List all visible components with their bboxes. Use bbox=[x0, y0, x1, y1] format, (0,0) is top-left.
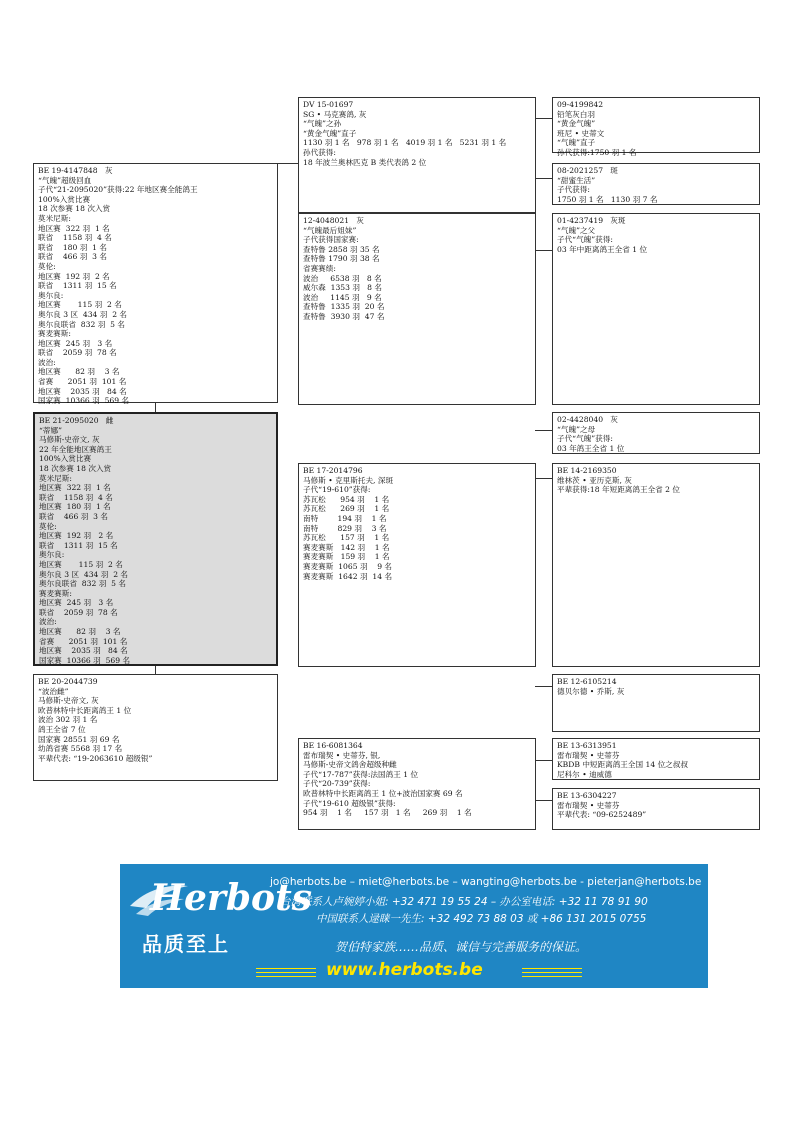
ring-number: BE 20-2044739 bbox=[38, 677, 98, 686]
pedigree-line: 波治 6538 羽 8 名 bbox=[303, 273, 382, 283]
decorative-rule-left bbox=[256, 968, 316, 977]
pedigree-line: 子代“气魄”获得: bbox=[557, 434, 613, 444]
pedigree-line: 查特鲁 2858 羽 35 名 bbox=[303, 244, 380, 254]
pedigree-line: 子代“19-610 超级银”获得: bbox=[303, 798, 396, 808]
pedigree-line: 子代“20-739”获得: bbox=[303, 779, 371, 789]
pedigree-line: 赛麦赛斯: bbox=[39, 588, 72, 598]
pedigree-line: 100%入赏比赛 bbox=[39, 454, 92, 464]
pedigree-line: 铅笔灰白羽 bbox=[557, 109, 595, 119]
pedigree-line: 联省 1311 羽 15 名 bbox=[38, 281, 117, 291]
ring-number: BE 14-2169350 bbox=[557, 466, 617, 475]
pedigree-line: 省赛赛绩: bbox=[303, 263, 336, 273]
pedigree-line: 雷布瑞契 • 史蒂芬 bbox=[557, 800, 620, 810]
connector-line bbox=[535, 118, 552, 119]
pedigree-line: “蒂娜” bbox=[39, 425, 62, 435]
pedigree-line: 03 年中距离鸽王全省 1 位 bbox=[557, 244, 648, 254]
pedigree-line: 奥尔良联省 832 羽 5 名 bbox=[38, 319, 125, 329]
ring-number: BE 13-6313951 bbox=[557, 741, 617, 750]
logo-text: Herbots bbox=[150, 877, 312, 919]
connector-line bbox=[535, 800, 552, 801]
pedigree-line: 德贝尔德 • 乔斯, 灰 bbox=[557, 686, 625, 696]
pedigree-line: 地区赛 2035 羽 84 名 bbox=[38, 386, 127, 396]
pedigree-line: 1130 羽 1 名 978 羽 1 名 4019 羽 1 名 5231 羽 1 名 bbox=[303, 138, 507, 148]
pedigree-line: 欧普林特中长距离鸽王 1 位 bbox=[38, 705, 132, 715]
pedigree-line: 省赛 2051 羽 101 名 bbox=[38, 377, 127, 387]
ring-number: 02-4428040 灰 bbox=[557, 415, 618, 424]
pedigree-line: 南特 829 羽 3 名 bbox=[303, 523, 387, 533]
herbots-logo bbox=[128, 868, 312, 926]
pedigree-line: 奥尔良 3 区 434 羽 2 名 bbox=[38, 309, 128, 319]
ggsire-dv15-box bbox=[298, 97, 536, 213]
pedigree-line: 南特 194 羽 1 名 bbox=[303, 513, 387, 523]
gggsire-14-box bbox=[552, 463, 760, 667]
pedigree-line: 维林茨 • 亚历克斯, 灰 bbox=[557, 475, 632, 485]
pedigree-line: 954 羽 1 名 157 羽 1 名 269 羽 1 名 bbox=[303, 808, 472, 818]
gggsire-13a-box bbox=[552, 738, 760, 780]
pedigree-line: 地区赛 115 羽 2 名 bbox=[39, 559, 123, 569]
pedigree-line: 100%入赏比赛 bbox=[38, 194, 91, 204]
pedigree-line: 欧普林特中长距离鸽王 1 位+波治国家赛 69 名 bbox=[303, 788, 463, 798]
pedigree-line: 平辈代表: “19-2063610 超级银” bbox=[38, 753, 153, 763]
connector-line bbox=[535, 478, 552, 479]
connector-line bbox=[535, 250, 552, 251]
pedigree-line: 联省 1158 羽 4 名 bbox=[39, 492, 113, 502]
pedigree-line: 子代“21-2095020”获得:22 年地区赛全能鸽王 bbox=[38, 185, 198, 195]
pedigree-line: “气魄”之父 bbox=[557, 225, 596, 235]
ring-number: 09-4199842 bbox=[557, 100, 604, 109]
pedigree-line: 奥尔良: bbox=[39, 550, 65, 560]
pedigree-line: 平辈获得:18 年短距离鸽王全省 2 位 bbox=[557, 485, 681, 495]
pedigree-line: 赛麦赛斯: bbox=[38, 329, 71, 339]
pedigree-line: 奥尔良联省 832 羽 5 名 bbox=[39, 579, 126, 589]
china-contact: 中国联系人逯睐一先生: +32 492 73 88 03 或 +86 131 2015 0755 bbox=[316, 913, 647, 925]
pedigree-line: 国家赛 10366 羽 569 名 bbox=[38, 396, 130, 406]
pedigree-line: “黄金气魄”直子 bbox=[303, 128, 357, 138]
connector-line bbox=[535, 686, 552, 687]
gggdam-08-box bbox=[552, 163, 760, 205]
ggdam-12-box bbox=[298, 213, 536, 405]
pedigree-line: “气魄”之母 bbox=[557, 424, 596, 434]
pedigree-line: 孙代获得:1750 羽 1 名 bbox=[557, 147, 637, 157]
pedigree-line: 03 年鸽王全省 1 位 bbox=[557, 443, 625, 453]
pedigree-line: 马修斯 • 克里斯托夫, 深斑 bbox=[303, 475, 394, 485]
herbots-banner bbox=[120, 864, 708, 988]
pedigree-line: 莫米尼斯: bbox=[39, 473, 72, 483]
pedigree-line: 联省 1311 羽 15 名 bbox=[39, 540, 118, 550]
pedigree-line: 子代获得国家赛: bbox=[303, 235, 359, 245]
pedigree-line: “黄金气魄” bbox=[557, 119, 596, 129]
pedigree-line: 地区赛 192 羽 2 名 bbox=[39, 531, 114, 541]
taiwan-contact: 台湾联系人卢婉婷小姐: +32 471 19 55 24 – 办公室电话: +32 11 78 91 90 bbox=[280, 896, 648, 908]
pedigree-line: 查特鲁 1335 羽 20 名 bbox=[303, 302, 385, 312]
pedigree-line: 奥尔良 3 区 434 羽 2 名 bbox=[39, 569, 129, 579]
email-contacts: jo@herbots.be – miet@herbots.be – wangting@herbots.be - pieterjan@herbots.be bbox=[270, 876, 702, 888]
pedigree-line: 莫米尼斯: bbox=[38, 213, 71, 223]
subject-pigeon-box bbox=[33, 412, 278, 666]
pedigree-line: 查特鲁 3930 羽 47 名 bbox=[303, 311, 385, 321]
pedigree-line: 苏瓦松 269 羽 1 名 bbox=[303, 504, 390, 514]
pedigree-line: 地区赛 322 羽 1 名 bbox=[39, 483, 111, 493]
pedigree-line: 波治 302 羽 1 名 bbox=[38, 715, 98, 725]
pedigree-line: 22 年全能地区赛鸽王 bbox=[39, 444, 112, 454]
pedigree-line: 波治: bbox=[39, 617, 57, 627]
pedigree-line: 联省 1158 羽 4 名 bbox=[38, 233, 112, 243]
pedigree-line: 班尼 • 史蒂文 bbox=[557, 128, 605, 138]
pedigree-line: 马修斯-史帝文, 灰 bbox=[38, 696, 99, 706]
pedigree-line: 子代“19-610”获得: bbox=[303, 485, 371, 495]
gggsire-01-box bbox=[552, 213, 760, 405]
pedigree-line: 雷布瑞契 • 史蒂芬 bbox=[557, 750, 620, 760]
pedigree-line: “气魄”之孙 bbox=[303, 119, 342, 129]
slogan-text: 品质至上 bbox=[142, 932, 230, 956]
pedigree-line: 赛麦赛斯 1642 羽 14 名 bbox=[303, 571, 393, 581]
website-link[interactable]: www.herbots.be bbox=[326, 960, 483, 980]
pedigree-line: 马修斯-史帝文鸽舍超级种雌 bbox=[303, 760, 397, 770]
pedigree-line: 雷布瑞契 • 史蒂芬, 银, bbox=[303, 750, 381, 760]
pedigree-line: 子代“气魄”获得: bbox=[557, 235, 613, 245]
pedigree-line: 地区赛 2035 羽 84 名 bbox=[39, 646, 128, 656]
pedigree-line: 地区赛 192 羽 2 名 bbox=[38, 271, 110, 281]
tagline-text: 贺伯特家族……品质、诚信与完善服务的保证。 bbox=[335, 940, 588, 954]
pedigree-line: 联省 180 羽 1 名 bbox=[38, 242, 108, 252]
pedigree-line: 莫伦: bbox=[38, 261, 56, 271]
pedigree-line: 波治: bbox=[38, 357, 56, 367]
pedigree-line: 联省 466 羽 3 名 bbox=[39, 511, 109, 521]
pedigree-line: 18 次参赛 18 次入赏 bbox=[39, 463, 112, 473]
pedigree-line: 孙代获得: bbox=[303, 147, 336, 157]
pedigree-line: 苏瓦松 157 羽 1 名 bbox=[303, 533, 390, 543]
pedigree-line: 18 次参赛 18 次入赏 bbox=[38, 204, 111, 214]
connector-line bbox=[278, 163, 298, 164]
pedigree-line: 苏瓦松 954 羽 1 名 bbox=[303, 494, 390, 504]
pedigree-line: SG • 马克赛鸽, 灰 bbox=[303, 109, 367, 119]
decorative-rule-right bbox=[522, 968, 582, 977]
ggdam-16-box bbox=[298, 738, 536, 830]
ggsire-17-box bbox=[298, 463, 536, 667]
sire-box bbox=[33, 163, 278, 406]
pedigree-line: 国家赛 28551 羽 69 名 bbox=[38, 734, 120, 744]
pedigree-line: “气魄”超级回血 bbox=[38, 175, 92, 185]
pedigree-line: 子代“17-787”获得:法国鸽王 1 位 bbox=[303, 769, 419, 779]
ring-number: BE 21-2095020 雌 bbox=[39, 416, 114, 425]
pedigree-line: 地区赛 245 羽 3 名 bbox=[39, 598, 114, 608]
pedigree-line: 地区赛 322 羽 1 名 bbox=[38, 223, 110, 233]
pedigree-line: 幼鸽省赛 5568 羽 17 名 bbox=[38, 744, 123, 754]
pedigree-line: 查特鲁 1790 羽 38 名 bbox=[303, 254, 380, 264]
connector-line bbox=[155, 666, 156, 674]
ring-number: 01-4237419 灰斑 bbox=[557, 216, 626, 225]
pedigree-line: 省赛 2051 羽 101 名 bbox=[39, 636, 128, 646]
gggsire-09-box bbox=[552, 97, 760, 157]
ring-number: BE 13-6304227 bbox=[557, 791, 617, 800]
ring-number: BE 12-6105214 bbox=[557, 677, 617, 686]
pedigree-line: 赛麦赛斯 159 羽 1 名 bbox=[303, 552, 390, 562]
pedigree-line: 鸽王全省 7 位 bbox=[38, 724, 86, 734]
pedigree-line: 地区赛 82 羽 3 名 bbox=[38, 367, 120, 377]
pedigree-line: 联省 2059 羽 78 名 bbox=[38, 348, 117, 358]
pedigree-line: “气魄”直子 bbox=[557, 138, 596, 148]
pedigree-line: “甜蜜生活” bbox=[557, 175, 596, 185]
ring-number: DV 15-01697 bbox=[303, 100, 354, 109]
ring-number: 08-2021257 斑 bbox=[557, 166, 618, 175]
pedigree-line: 国家赛 10366 羽 569 名 bbox=[39, 655, 131, 665]
pedigree-line: 赛麦赛斯 1065 羽 9 名 bbox=[303, 561, 393, 571]
dam-box bbox=[33, 674, 278, 781]
connector-line bbox=[535, 178, 552, 179]
pedigree-line: 赛麦赛斯 142 羽 1 名 bbox=[303, 542, 390, 552]
ring-number: BE 17-2014796 bbox=[303, 466, 363, 475]
pedigree-line: 18 年波兰奥林匹克 B 类代表鸽 2 位 bbox=[303, 157, 427, 167]
gggdam-02-box bbox=[552, 412, 760, 454]
connector-line bbox=[535, 760, 552, 761]
ring-number: BE 16-6081364 bbox=[303, 741, 363, 750]
pedigree-line: 地区赛 180 羽 1 名 bbox=[39, 502, 111, 512]
gggdam-13b-box bbox=[552, 788, 760, 830]
pedigree-line: 威尔森 1353 羽 8 名 bbox=[303, 283, 383, 293]
ring-number: 12-4048021 灰 bbox=[303, 216, 364, 225]
pedigree-line: 地区赛 82 羽 3 名 bbox=[39, 627, 121, 637]
pedigree-line: 尼科尔 • 迪威德 bbox=[557, 769, 612, 779]
connector-line bbox=[535, 430, 552, 431]
pedigree-line: 地区赛 115 羽 2 名 bbox=[38, 300, 122, 310]
pedigree-line: 1750 羽 1 名 1130 羽 7 名 bbox=[557, 194, 658, 204]
pedigree-line: “波治雌” bbox=[38, 686, 69, 696]
pedigree-line: 子代获得: bbox=[557, 185, 590, 195]
pedigree-line: 莫伦: bbox=[39, 521, 57, 531]
pedigree-line: 地区赛 245 羽 3 名 bbox=[38, 338, 113, 348]
pedigree-line: 平辈代表: “09-6252489” bbox=[557, 810, 647, 820]
pedigree-line: 联省 2059 羽 78 名 bbox=[39, 607, 118, 617]
pedigree-line: 联省 466 羽 3 名 bbox=[38, 252, 108, 262]
ring-number: BE 19-4147848 灰 bbox=[38, 166, 113, 175]
gggsire-12b-box bbox=[552, 674, 760, 732]
pedigree-line: 马修斯-史帝文, 灰 bbox=[39, 435, 100, 445]
pedigree-line: 波治 1145 羽 9 名 bbox=[303, 292, 382, 302]
pedigree-line: KBDB 中短距离鸽王全国 14 位之叔叔 bbox=[557, 760, 688, 770]
pedigree-line: “气魄最后姐妹” bbox=[303, 225, 357, 235]
pedigree-line: 奥尔良: bbox=[38, 290, 64, 300]
